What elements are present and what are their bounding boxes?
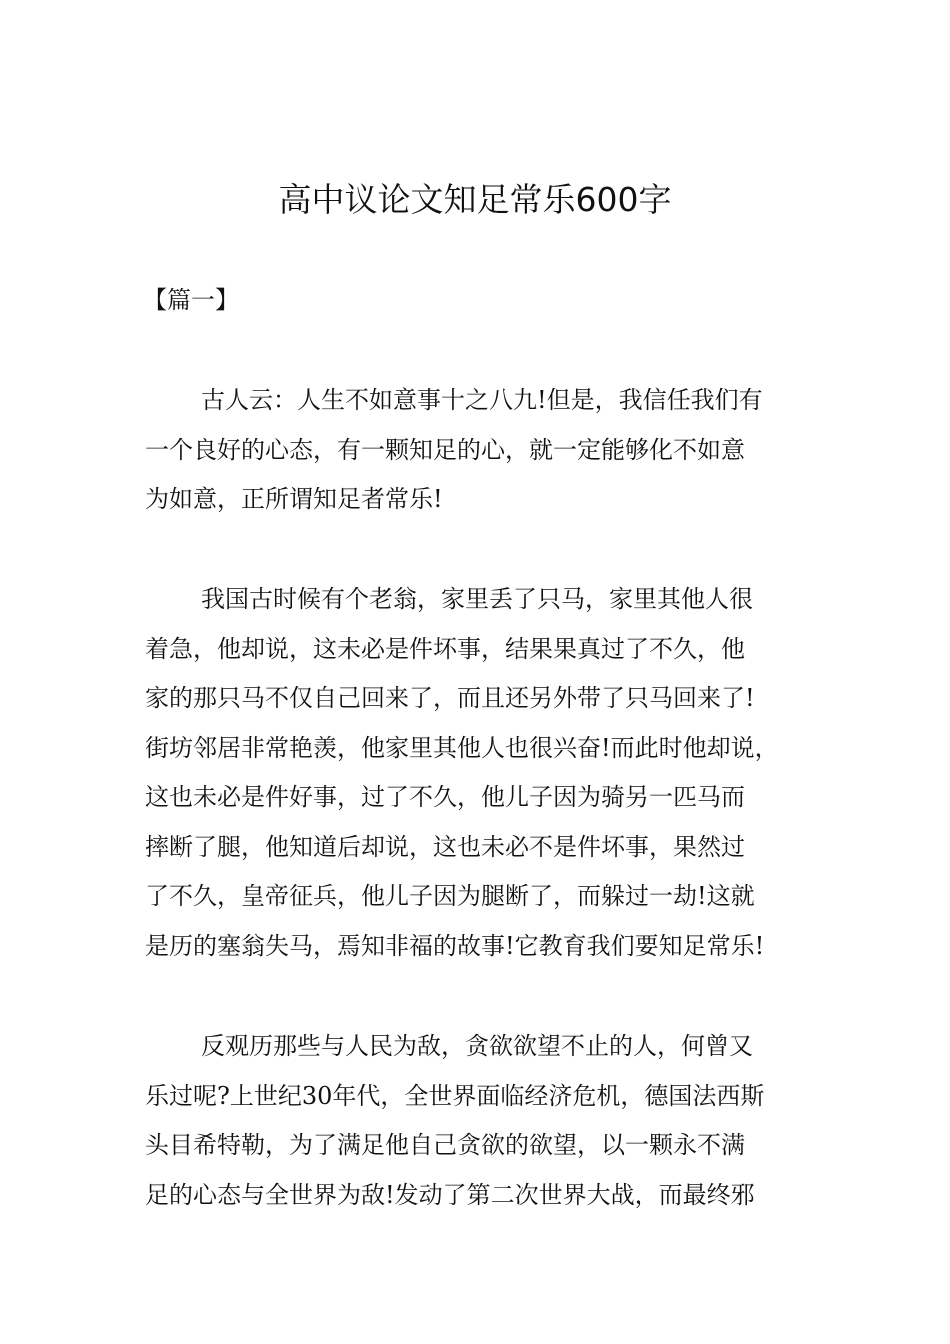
paragraph-1 xyxy=(145,376,835,525)
paragraph-line: 反观历那些与人民为敌，贪欲欲望不止的人，何曾又 xyxy=(201,1032,753,1060)
paragraph-2 xyxy=(145,575,835,971)
paragraph-line: 家的那只马不仅自己回来了，而且还另外带了只马回来了! xyxy=(145,684,755,712)
paragraph-line: 这也未必是件好事，过了不久，他儿子因为骑另一匹马而 xyxy=(145,783,745,811)
paragraph-line: 头目希特勒，为了满足他自己贪欲的欲望，以一颗永不满 xyxy=(145,1131,745,1159)
paragraph-line: 足的心态与全世界为敌!发动了第二次世界大战，而最终邪 xyxy=(145,1180,755,1209)
paragraph-line: 我国古时候有个老翁，家里丢了只马，家里其他人很 xyxy=(201,585,753,613)
paragraph-line: 摔断了腿，他知道后却说，这也未必不是件坏事，果然过 xyxy=(145,832,745,861)
paragraph-line: 古人云：人生不如意事十之八九!但是，我信任我们有 xyxy=(201,386,763,414)
document-title: 高中议论文知足常乐600字 xyxy=(278,180,672,219)
paragraph-line: 一个良好的心态，有一颗知足的心，就一定能够化不如意 xyxy=(145,435,745,464)
section-label: 【篇一】 xyxy=(143,286,239,314)
paragraph-line: 街坊邻居非常艳羡，他家里其他人也很兴奋!而此时他却说， xyxy=(145,733,779,762)
paragraph-line: 为如意，正所谓知足者常乐! xyxy=(145,485,443,513)
paragraph-line: 着急，他却说，这未必是件坏事，结果果真过了不久，他 xyxy=(145,634,745,663)
paragraph-line: 乐过呢?上世纪30年代，全世界面临经济危机，德国法西斯 xyxy=(145,1081,765,1110)
paragraph-line: 是历的塞翁失马，焉知非福的故事!它教育我们要知足常乐! xyxy=(145,931,765,960)
paragraph-line: 了不久，皇帝征兵，他儿子因为腿断了，而躲过一劫!这就 xyxy=(145,882,755,910)
paragraph-3 xyxy=(145,1022,835,1220)
